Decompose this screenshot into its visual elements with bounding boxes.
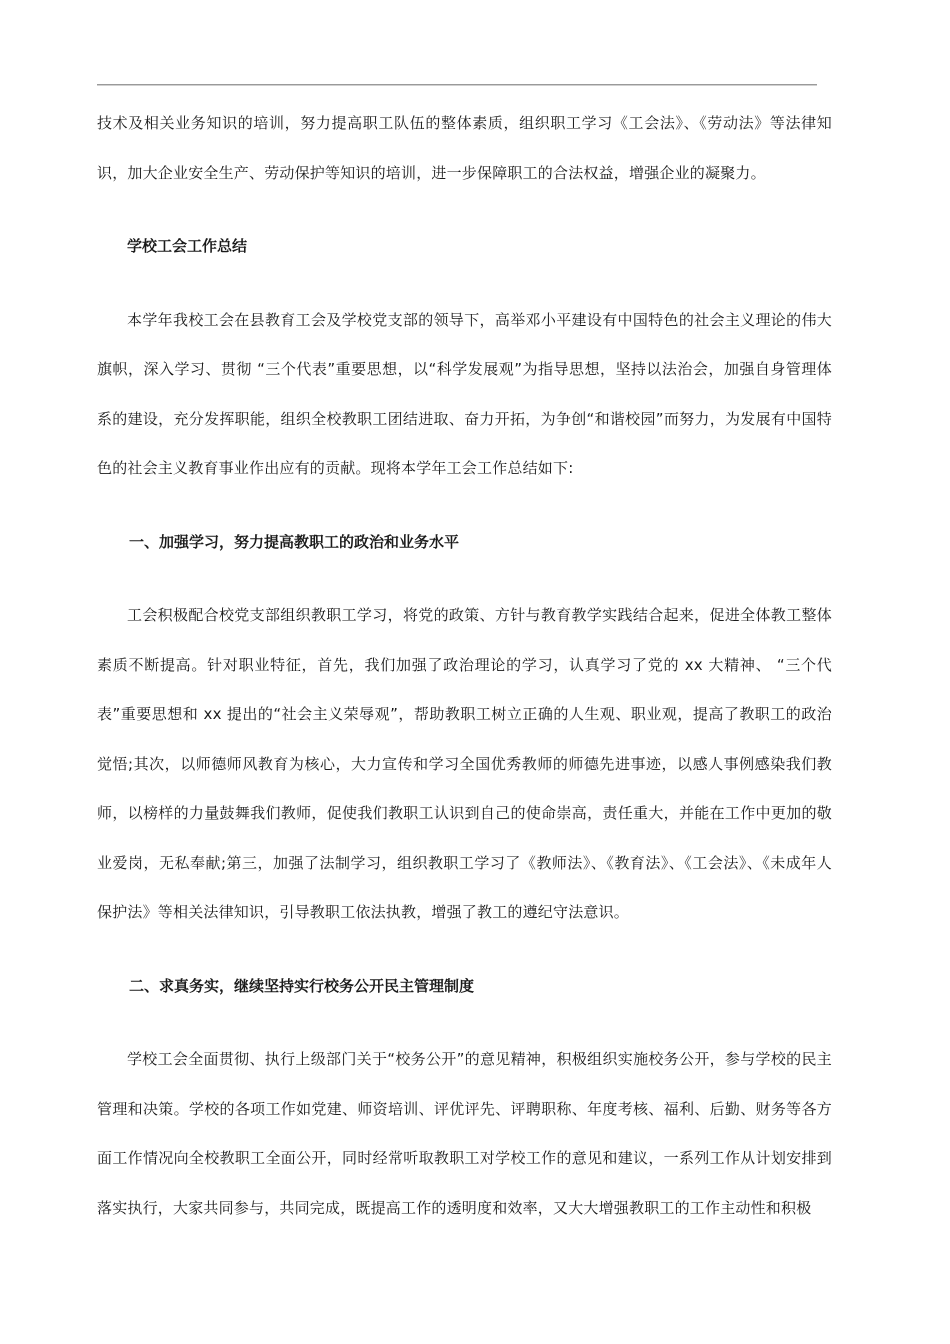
spacer bbox=[97, 567, 832, 591]
opening-paragraph: 本学年我校工会在县教育工会及学校党支部的领导下，高举邓小平建设有中国特色的社会主义理论的伟大旗帜，深入学习、贯彻 “三个代表”重要思想，以“科学发展观”为指导思想，坚持以法治会，加强自身管理体系的建设，充分发挥职能，组织全校教职工团结进取、奋力开拓，为争创“和谐校园”而努力，为发展有中国特色的社会主义教育事业作出应有的贡献。现将本学年工会工作总结如下: bbox=[97, 310, 832, 477]
header-rule bbox=[97, 84, 817, 86]
spacer bbox=[97, 272, 832, 296]
spacer bbox=[97, 938, 832, 962]
section-body-2: 学校工会全面贯彻、执行上级部门关于“校务公开”的意见精神，积极组织实施校务公开，参与学校的民主管理和决策。学校的各项工作如党建、师资培训、评优评先、评聘职称、年度考核、福利、后勤、财务等各方面工作情况向全校教职工全面公开，同时经常听取教职工对学校工作的意见和建议，一系列工作从计划安排到落实执行，大家共同参与，共同完成，既提高工作的透明度和效率，又大大增强教职工的工作主动性和积极 bbox=[97, 1050, 832, 1217]
document-title: 学校工会工作总结 bbox=[127, 237, 248, 255]
spacer bbox=[97, 1011, 832, 1035]
section-heading-2: 二、求真务实，继续坚持实行校务公开民主管理制度 bbox=[129, 976, 475, 995]
section-heading-1: 一、加强学习，努力提高教职工的政治和业务水平 bbox=[129, 532, 460, 551]
document-body bbox=[97, 99, 832, 1233]
spacer bbox=[97, 198, 832, 222]
section-body-1: 工会积极配合校党支部组织教职工学习，将党的政策、方针与教育教学实践结合起来，促进全体教工整体素质不断提高。针对职业特征，首先，我们加强了政治理论的学习，认真学习了党的 xx 大精神、 “三个代表”重要思想和 xx 提出的“社会主义荣辱观”，帮助教职工树立正确的人生观、职业观，提高了教职工的政治觉悟;其次，以师德师风教育为核心，大力宣传和学习全国优秀教师的师德先进事迹，以感人事例感染我们教师，以榜样的力量鼓舞我们教师，促使我们教职工认识到自己的使命崇高，责任重大，并能在工作中更加的敬业爱岗，无私奉献;第三，加强了法制学习，组织教职工学习了《教师法》、《教育法》、《工会法》、《未成年人保护法》等相关法律知识，引导教职工依法执教，增强了教工的遵纪守法意识。 bbox=[97, 606, 832, 921]
spacer bbox=[97, 494, 832, 518]
intro-paragraph: 技术及相关业务知识的培训，努力提高职工队伍的整体素质，组织职工学习《工会法》、《劳动法》等法律知识，加大企业安全生产、劳动保护等知识的培训，进一步保障职工的合法权益，增强企业的凝聚力。 bbox=[97, 114, 832, 182]
